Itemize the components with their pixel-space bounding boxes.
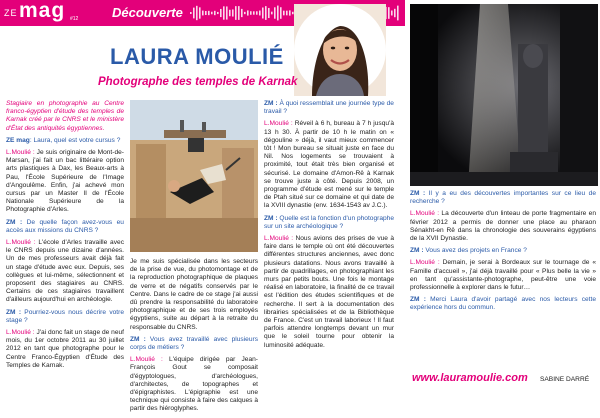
wave-bar — [247, 10, 249, 15]
wave-bar — [256, 11, 258, 14]
page-title: LAURA MOULIÉ — [110, 44, 284, 69]
wave-bar — [388, 7, 390, 19]
speaker-lm: L.Moulié : — [410, 259, 440, 267]
answer-text: La découverte d'un linteau de porte fragmentaire en février 2012 a permis de donner une place au pharaon Sénakht-en Rê dans la chronologie des souverains égyptiens de la XVII Dynastie. — [410, 210, 596, 243]
answer-text: Je suis originaire de Mont-de-Marsan, j'ai fait un bac littéraire option arts plastiques à Dax, les Beaux-arts à Pau, l'École Supérieure de l'Image d'Angoulême. Enfin, j'ai achevé mon cursus par un Master II de l'École Nationale Supérieure de la Photographie d'Arles. — [6, 149, 124, 214]
answer-text: Je me suis spécialisée dans les secteurs de la prise de vue, du photomontage et de la reproduction photographique de plaques de verre et de négatifs conservés par le Centre. Dans le cadre de ce stage j'ai aussi dû prendre la responsabilité du laboratoire photographique et de ses trois employés égyptiens, suite au départ à la retraite du responsable du CNRS. — [130, 258, 258, 331]
wave-bar — [250, 11, 252, 15]
question-text: Vous avez travaillé avec plusieurs corps de métiers ? — [130, 335, 258, 352]
wave-bar — [229, 10, 231, 16]
intro-text: Stagiaire en photographie au Centre franco-égyptien d'étude des temples de Karnak créé par le CNRS et le ministère d'État des antiquités égyptiennes. — [6, 100, 124, 132]
speaker-zm: ZM : — [410, 247, 424, 255]
question-text: De quelle façon avez-vous eu accès aux missions du CNRS ? — [6, 218, 124, 234]
speaker-zm: ZM : — [264, 214, 278, 222]
speaker-zm: ZM : — [264, 100, 278, 107]
speaker-zm: ZM : — [6, 218, 23, 226]
wave-bar — [196, 6, 198, 20]
answer-text: Nous avions des prises de vue à faire dans le temple où ont été découvertes différentes structures anciennes, avec donc plusieurs datations. Nous avons travaillé à partir de quadrillages, en photographiant les murs par petits bouts. Une fois le montage réalisé en laboratoire, la finalité de ce travail est l'édition des études scientifiques et de recherche. Il sert à la documentation des librairies spécialisées et de la Bibliothèque de France. C'est un travail laborieux ! Il faut parfois attendre longtemps devant un mur que le soleil tourne pour obtenir la luminosité adéquate. — [264, 235, 394, 349]
zemag-logo — [4, 2, 82, 24]
wave-bar — [253, 11, 255, 14]
wave-bar — [397, 6, 399, 21]
question-text: : Laura, quel est votre cursus ? — [29, 136, 121, 144]
speaker-lm: L.Moulié : — [264, 120, 293, 128]
wave-bar — [391, 11, 393, 16]
statue-photo — [410, 4, 598, 186]
portrait-photo — [294, 4, 386, 96]
wave-bar — [286, 11, 288, 16]
wave-bar — [211, 12, 213, 15]
wave-bar — [193, 8, 195, 19]
logo-mag: mag — [19, 0, 66, 22]
question-text: À quoi ressemblait une journée type de travail ? — [264, 100, 394, 116]
wave-bar — [244, 12, 246, 14]
speaker-zm: ZM : — [130, 335, 146, 343]
wave-bar — [217, 12, 219, 14]
wave-bar — [238, 6, 240, 20]
wave-bar — [241, 9, 243, 17]
wave-bar — [280, 7, 282, 19]
question-text: Quelle est la fonction d'un photographe sur un site archéologique ? — [264, 214, 394, 230]
answer-text: J'ai donc fait un stage de neuf mois, du 1er octobre 2011 au 30 juillet 2012 en tant que photographe pour le Centre Franco-Égyptien d'Étude des Temples de Karnak. — [6, 329, 124, 369]
speaker-zm: ZM : — [6, 308, 22, 316]
wave-bar — [205, 11, 207, 15]
wave-bar — [202, 11, 204, 16]
wave-bar — [265, 6, 267, 20]
section-title: Découverte — [112, 5, 183, 20]
website-link[interactable]: www.lauramoulie.com — [412, 372, 528, 384]
page-subtitle: Photographe des temples de Karnak — [98, 76, 298, 88]
wave-bar — [214, 11, 216, 15]
issue-number: #12 — [70, 16, 79, 22]
wave-bar — [283, 11, 285, 16]
speaker-lm: L.Moulié : — [6, 149, 35, 157]
speaker-lm: L.Moulié : — [6, 329, 35, 337]
column-2 — [130, 258, 258, 418]
wave-bar — [394, 9, 396, 17]
answer-text: Demain, je serai à Bordeaux sur le tournage de « Famille d'accueil », j'ai déjà travaillé pour « Plus belle la vie » en tant qu'assistante-photographe, peut-être une voie professionnelle à explorer dans le futur… — [410, 259, 596, 292]
speaker-lm: L.Moulié : — [410, 210, 440, 218]
wave-bar — [262, 8, 264, 19]
wave-bar — [271, 12, 273, 15]
column-1 — [6, 100, 124, 374]
column-3 — [264, 100, 394, 354]
wave-bar — [289, 10, 291, 15]
answer-text: L'école d'Arles travaille avec le CNRS depuis une dizaine d'années. Un de mes professeurs avait déjà fait un stage d'étude avec eux. Depuis, ses collègues et lui-même, sélectionnent et proposent des stagiaires au CNRS. Certains de ces stagiaires travaillent d'ailleurs aujourd'hui en archéologie. — [6, 239, 124, 304]
answer-text: L'équipe dirigée par Jean-François Gout se composait d'égyptologues, d'archéologues, d'architectes, de topographes et d'épigraphistes. L'épigraphie est une technique qui consiste à faire des calques à partir des hiéroglyphes. — [130, 356, 259, 413]
wave-bar — [274, 7, 276, 18]
author-signature: SABINE DARRÉ — [540, 376, 590, 383]
logo-ze: ZE — [4, 8, 18, 18]
question-text: Pourriez-vous nous décrire votre stage ? — [6, 308, 124, 324]
wave-bar — [226, 6, 228, 19]
wave-bar — [259, 11, 261, 16]
answer-text: Réveil à 6 h, bureau à 7 h jusqu'à 13 h 30. À partir de 10 h le matin on « dégouline » déjà, il vaut mieux commencer tôt ! Mon bureau se situait juste en face du Nil. Nos logements se trouvaient à proximité, tout était très bien organisé et sécurisé. Le domaine d'Amon-Rê à Karnak se trouve juste à côté. Depuis 2008, un programme d'étude est mené sur le temple de Ptah situé sur ce domaine et qui date de la XVIII dynastie (env. 1634-1543 av J.C.). — [264, 120, 394, 210]
question-text: Merci Laura d'avoir partagé avec nos lecteurs cette expérience hors du commun. — [410, 296, 596, 312]
speaker-zm: ZM : — [410, 296, 426, 304]
wave-bar — [220, 9, 222, 17]
wave-bar — [277, 6, 279, 21]
wave-bar — [208, 11, 210, 15]
temple-photo — [130, 100, 258, 252]
speaker-lm: L.Moulié : — [130, 356, 163, 364]
speaker-zemag: ZE mag — [6, 136, 30, 144]
speaker-lm: L.Moulié : — [6, 239, 36, 247]
wave-bar — [199, 7, 201, 18]
column-4 — [410, 190, 596, 317]
wave-bar — [235, 6, 237, 20]
question-text: Il y a eu des découvertes importantes sur ce lieu de recherche ? — [410, 190, 596, 206]
wave-bar — [232, 9, 234, 16]
wave-bar — [190, 12, 192, 14]
wave-bar — [268, 8, 270, 18]
wave-bar — [223, 6, 225, 19]
speaker-zm: ZM : — [410, 190, 426, 197]
question-text: Vous avez des projets en France ? — [423, 247, 527, 255]
speaker-lm: L.Moulié : — [264, 235, 294, 243]
